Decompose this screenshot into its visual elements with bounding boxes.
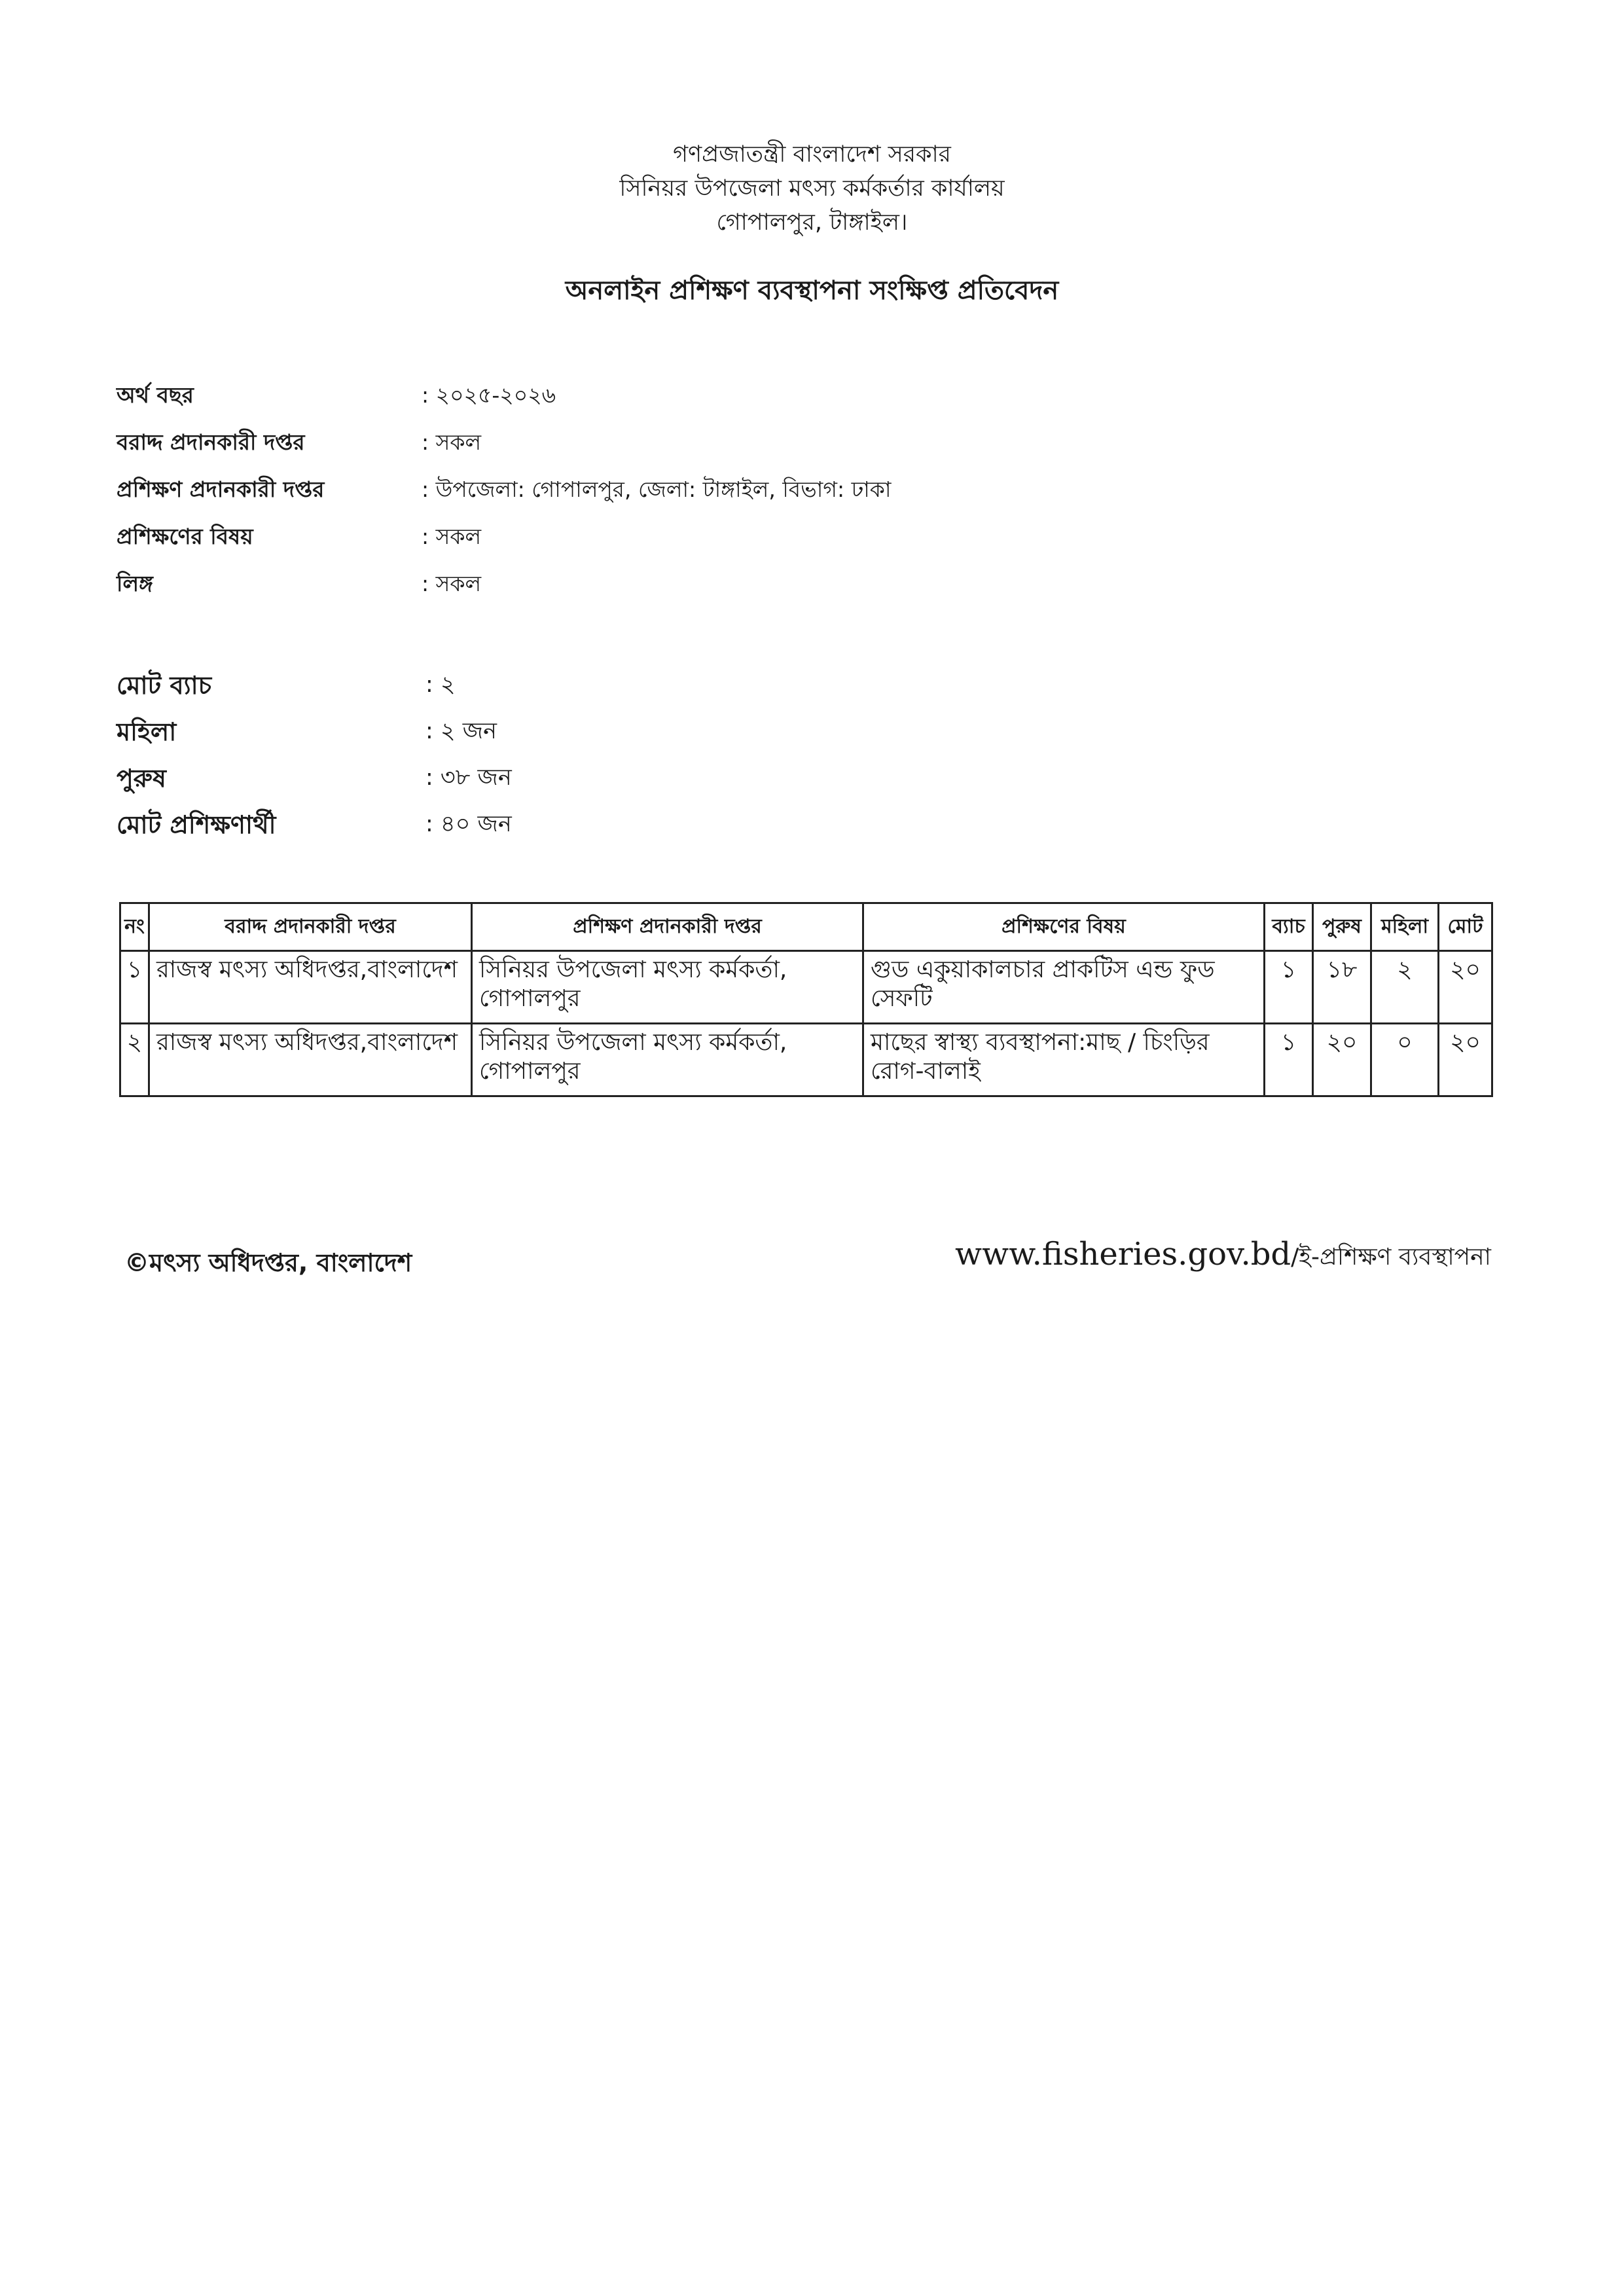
website-suffix: /ই-প্রশিক্ষণ ব্যবস্থাপনা	[1291, 1244, 1491, 1271]
cell-provider: সিনিয়র উপজেলা মৎস্য কর্মকর্তা, গোপালপুর	[472, 1024, 863, 1096]
cell-male: ১৮	[1313, 951, 1371, 1024]
filter-value: : সকল	[422, 571, 482, 596]
summary-value: : ৩৮ জন	[425, 765, 512, 791]
filter-value: : ২০২৫-২০২৬	[422, 382, 556, 408]
cell-male: ২০	[1313, 1024, 1371, 1096]
cell-total: ২০	[1439, 951, 1492, 1024]
summary-label: মোট প্রশিক্ষণার্থী	[117, 810, 276, 839]
cell-batch: ১	[1265, 1024, 1313, 1096]
summary-value: : ২	[425, 672, 456, 698]
filter-value: : সকল	[422, 429, 482, 455]
footer-website	[955, 1236, 1491, 1278]
cell-allocator: রাজস্ব মৎস্য অধিদপ্তর,বাংলাদেশ	[149, 1024, 472, 1096]
filter-label: অর্থ বছর	[117, 382, 194, 408]
summary-label: মোট ব্যাচ	[117, 671, 212, 700]
summary-value: : ২ জন	[425, 718, 497, 744]
filter-label: বরাদ্দ প্রদানকারী দপ্তর	[117, 429, 305, 455]
column-header-provider: প্রশিক্ষণ প্রদানকারী দপ্তর	[472, 903, 863, 951]
column-header-female: মহিলা	[1371, 903, 1439, 951]
footer-copyright: ©মৎস্য অধিদপ্তর, বাংলাদেশ	[124, 1248, 412, 1277]
filter-label: প্রশিক্ষণ প্রদানকারী দপ্তর	[117, 477, 325, 502]
table-row	[120, 951, 1492, 1024]
cell-batch: ১	[1265, 951, 1313, 1024]
cell-female: ০	[1371, 1024, 1439, 1096]
cell-subject: মাছের স্বাস্থ্য ব্যবস্থাপনা:মাছ / চিংড়ির রোগ-বালাই	[863, 1024, 1265, 1096]
cell-female: ২	[1371, 951, 1439, 1024]
office-location: গোপালপুর, টাঙ্গাইল।	[716, 209, 908, 236]
filter-value: : সকল	[422, 524, 482, 549]
office-name: সিনিয়র উপজেলা মৎস্য কর্মকর্তার কার্যালয়	[619, 175, 1005, 202]
training-table	[119, 902, 1493, 1097]
report-title: অনলাইন প্রশিক্ষণ ব্যবস্থাপনা সংক্ষিপ্ত প্রতিবেদন	[565, 276, 1059, 306]
column-header-subject: প্রশিক্ষণের বিষয়	[863, 903, 1265, 951]
filter-label: প্রশিক্ষণের বিষয়	[117, 524, 253, 549]
cell-total: ২০	[1439, 1024, 1492, 1096]
government-name: গণপ্রজাতন্ত্রী বাংলাদেশ সরকার	[673, 141, 951, 168]
cell-provider: সিনিয়র উপজেলা মৎস্য কর্মকর্তা, গোপালপুর	[472, 951, 863, 1024]
summary-label: মহিলা	[117, 717, 177, 746]
column-header-serial: নং	[120, 903, 149, 951]
cell-allocator: রাজস্ব মৎস্য অধিদপ্তর,বাংলাদেশ	[149, 951, 472, 1024]
cell-serial: ২	[120, 1024, 149, 1096]
filter-label: লিঙ্গ	[117, 571, 153, 596]
summary-value: : ৪০ জন	[425, 811, 512, 837]
document-header	[0, 137, 1624, 240]
column-header-total: মোট	[1439, 903, 1492, 951]
summary-label: পুরুষ	[117, 764, 166, 793]
column-header-male: পুরুষ	[1313, 903, 1371, 951]
cell-serial: ১	[120, 951, 149, 1024]
table-row	[120, 1024, 1492, 1096]
column-header-batch: ব্যাচ	[1265, 903, 1313, 951]
website-link[interactable]: www.fisheries.gov.bd	[955, 1236, 1291, 1273]
cell-subject: গুড একুয়াকালচার প্রাকটিস এন্ড ফুড সেফটি	[863, 951, 1265, 1024]
column-header-allocator: বরাদ্দ প্রদানকারী দপ্তর	[149, 903, 472, 951]
table-header-row	[120, 903, 1492, 951]
filter-value: : উপজেলা: গোপালপুর, জেলা: টাঙ্গাইল, বিভাগ: ঢাকা	[422, 477, 892, 502]
